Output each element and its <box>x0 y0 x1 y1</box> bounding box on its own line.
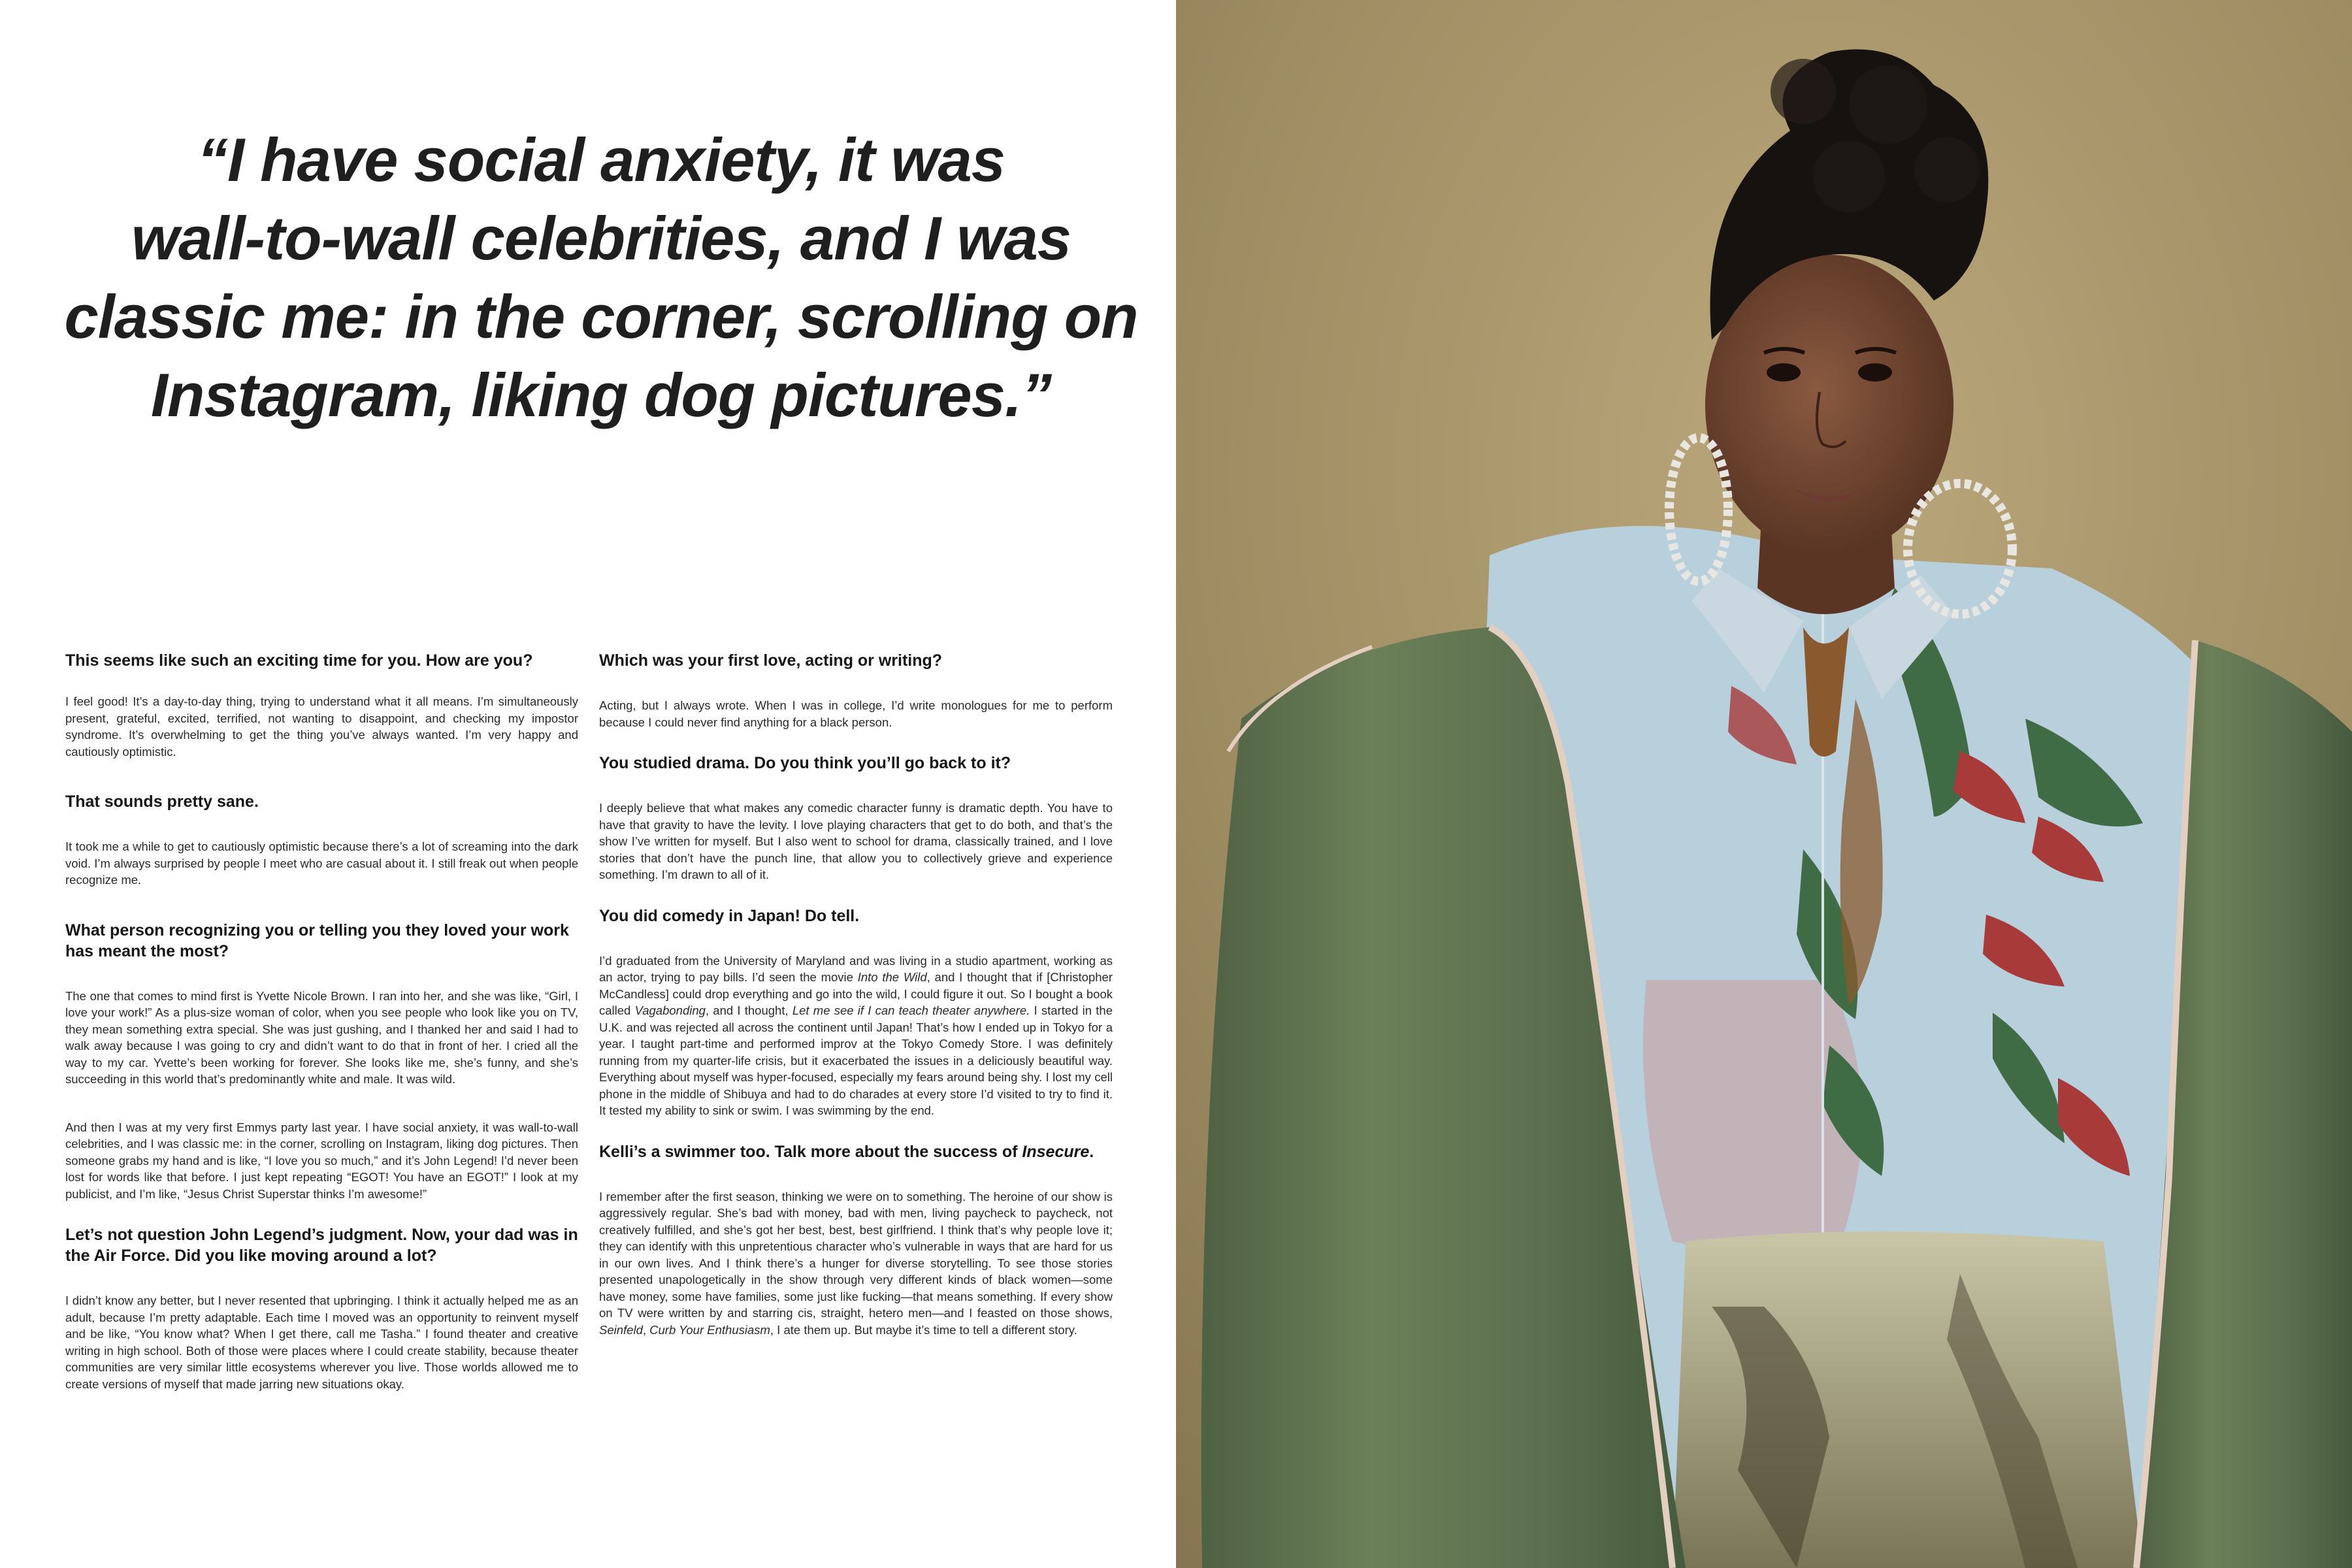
interview-answer: I didn’t know any better, but I never resented that upbringing. I think it actually helped me as an adult, because I’m pretty adaptable. Each time I moved was an opportunity to reinvent myself and be like, “You know what? When I get there, call me Tasha.” I found theater and creative writing in high school. Both of those were places where I could create stability, because theater communities are very similar little ecosystems wherever you live. Those worlds allowed me to create versions of myself that made jarring new situations okay. <box>65 1294 578 1391</box>
interview-question: That sounds pretty sane. <box>65 792 259 811</box>
interview-question: You studied drama. Do you think you’ll go back to it? <box>599 754 1011 772</box>
interview-answer: I deeply believe that what makes any comedic character funny is dramatic depth. You have to have that gravity to have the levity. I love playing characters that get to do both, and that’s the show I’ve written for myself. But I also went to school for drama, classically trained, and I love stories that don’t have the punch line, that allow you to collectively grieve and experience something. I’m drawn to all of it. <box>599 801 1113 881</box>
pull-quote <box>26 121 1176 434</box>
interview-question: Which was your first love, acting or writing? <box>599 651 943 670</box>
pull-quote-line: Instagram, liking dog pictures.” <box>150 361 1052 429</box>
interview-question: What person recognizing you or telling you they loved your work has meant the most? <box>65 921 569 960</box>
interview-answer: Acting, but I always wrote. When I was in college, I’d write monologues for me to perform because I could never find anything for a black person. <box>599 698 1113 729</box>
interview-answer: It took me a while to get to cautiously optimistic because there’s a lot of screaming into the dark void. I’m always surprised by people I meet who are casual about it. I still freak out when people recognize me. <box>65 840 578 887</box>
pull-quote-line: classic me: in the corner, scrolling on <box>64 282 1138 351</box>
portrait-photo <box>1176 0 2352 1568</box>
interview-answer: I remember after the first season, thinking we were on to something. The heroine of our show is aggressively regular. She’s bad with money, bad with men, living paycheck to paycheck, not creatively fulfilled, and she’s got her best, best, best girlfriend. I think that’s why people love it; they can identify with this unpretentious character who’s vulnerable in ways that are hard for us in our own lives. And I think there’s a hunger for diverse storytelling. To see those stories presented unapologetically in the show through very different kinds of black women—some have money, some have families, some just like fucking—that means something. If every show on TV were written by and starring cis, straight, hetero men—and I feasted on those shows, Seinfeld, Curb Your Enthusiasm, I ate them up. But maybe it’s time to tell a different story. <box>599 1189 1113 1337</box>
pull-quote-line: “I have social anxiety, it was <box>197 125 1005 194</box>
pull-quote-line: wall-to-wall celebrities, and I was <box>131 204 1071 272</box>
portrait-illustration <box>1176 0 2352 1568</box>
interview-answer: I’d graduated from the University of Maryland and was living in a studio apartment, working as an actor, trying to pay bills. I’d seen the movie Into the Wild, and I thought that if [Christopher McCandless] could drop everything and go into the wild, I could figure it out. So I bought a book called Vagabonding, and I thought, Let me see if I can teach theater anywhere. I started in the U.K. and was rejected all across the continent until Japan! That’s how I ended up in Tokyo for a year. I taught part-time and performed improv at the Tokyo Comedy Store. I was definitely running from my quarter-life crisis, but it exacerbated the issues in a deliciously beautiful way. Everything about myself was hyper-focused, especially my fears around being shy. I lost my cell phone in the middle of Shibuya and had to do charades at every store I’d visited to try to find it. It tested my ability to sink or swim. I was swimming by the end. <box>599 953 1113 1117</box>
interview-question: Kelli’s a swimmer too. Talk more about the success of Insecure. <box>599 1142 1094 1161</box>
interview-question: You did comedy in Japan! Do tell. <box>599 906 860 925</box>
interview-answer: I feel good! It’s a day-to-day thing, trying to understand what it all means. I’m simultaneously present, grateful, excited, terrified, not wanting to disappoint, and checking my impostor syndrome. It’s overwhelming to get the thing you’ve always wanted. I’m very happy and cautiously optimistic. <box>65 694 578 759</box>
interview-question: This seems like such an exciting time for you. How are you? <box>65 651 533 670</box>
interview-answer: The one that comes to mind first is Yvette Nicole Brown. I ran into her, and she was like, “Girl, I love your work!” As a plus-size woman of color, when you see people who look like you on TV, they mean something extra special. She was just gushing, and I thanked her and said I had to walk away because I was going to cry and didn’t want to do that in front of her. I cried all the way to my car. Yvette’s been working for forever. She looks like me, she’s funny, and she’s succeeding in this world that’s predominantly white and male. It was wild. <box>65 988 578 1086</box>
skirt <box>1673 1232 2143 1568</box>
interview-column-right <box>599 650 1113 1360</box>
interview-question: Let’s not question John Legend’s judgment. Now, your dad was in the Air Force. Did you like moving around a lot? <box>65 1226 578 1265</box>
interview-answer: And then I was at my very first Emmys party last year. I have social anxiety, it was wall-to-wall celebrities, and I was classic me: in the corner, scrolling on Instagram, liking dog pictures. Then someone grabs my hand and is like, “I love you so much,” and it’s John Legend! I’d never been lost for words like that before. I just kept repeating “EGOT! You have an EGOT!” I look at my publicist, and I’m like, “Jesus Christ Superstar thinks I’m awesome!” <box>65 1120 578 1201</box>
interview-column-left <box>65 650 578 1414</box>
